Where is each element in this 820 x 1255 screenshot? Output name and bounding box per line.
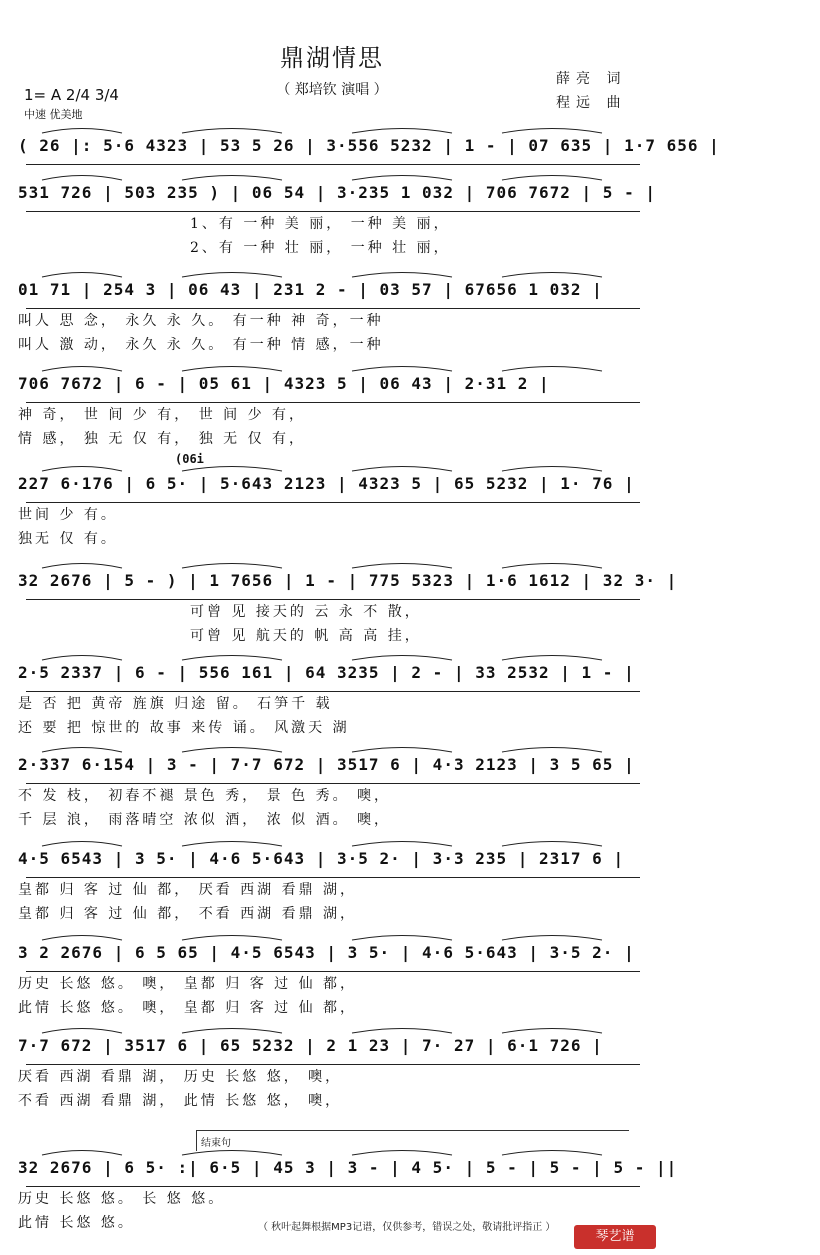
notation-row: 2·5 2337 | 6 - | 556 161 | 64 3235 | 2 - | 33 2532 | 1 - | <box>18 663 648 687</box>
performer-subtitle: （ 郑培钦 演唱 ） <box>276 82 388 98</box>
lyric-line: 世间 少 有。 <box>18 507 118 523</box>
slur-marks <box>22 1024 642 1034</box>
beam-underline <box>26 691 640 692</box>
notation-row: 7·7 672 | 3517 6 | 65 5232 | 2 1 23 | 7· 27 | 6·1 726 | <box>18 1036 648 1060</box>
slur-marks <box>22 931 642 941</box>
lyric-line: 厌看 西湖 看鼎 湖， 历史 长悠 悠， 噢， <box>18 1069 343 1085</box>
pickup-fragment: (06i <box>175 452 204 466</box>
ending-label: 结束句 <box>201 1138 231 1149</box>
ending-bracket <box>196 1130 629 1151</box>
notation-row: 706 7672 | 6 - | 05 61 | 4323 5 | 06 43 | 2·31 2 | <box>18 374 648 398</box>
notation-row: 531 726 | 503 235 ) | 06 54 | 3·235 1 032 | 706 7672 | 5 - | <box>18 183 648 207</box>
notation-row: 4·5 6543 | 3 5· | 4·6 5·643 | 3·5 2· | 3·3 235 | 2317 6 | <box>18 849 648 873</box>
notation-row: 01 71 | 254 3 | 06 43 | 231 2 - | 03 57 | 67656 1 032 | <box>18 280 648 304</box>
site-watermark: 琴艺谱 <box>574 1225 656 1249</box>
key-signature: 1= A 2/4 3/4 <box>24 86 119 104</box>
tempo-marking: 中速 优美地 <box>24 108 83 121</box>
lyric-line: 叫人 激 动， 永久 永 久。 有一种 情 感，一种 <box>18 337 384 353</box>
lyric-line: 皇都 归 客 过 仙 都， 厌看 西湖 看鼎 湖， <box>18 882 358 898</box>
lyric-line: 是 否 把 黄帝 旌旗 归途 留。 石笋千 载 <box>18 696 333 712</box>
composer-credit: 程远 曲 <box>556 95 627 111</box>
lyric-line: 情 感， 独 无 仅 有， 独 无 仅 有， <box>18 431 307 447</box>
song-title: 鼎湖情思 <box>280 44 384 72</box>
lyric-line: 此情 长悠 悠。 噢， 皇都 归 客 过 仙 都， <box>18 1000 358 1016</box>
beam-underline <box>26 1186 640 1187</box>
beam-underline <box>26 308 640 309</box>
beam-underline <box>26 599 640 600</box>
slur-marks <box>22 837 642 847</box>
lyric-line: 不 发 枝， 初春不褪 景色 秀， 景 色 秀。 噢， <box>18 788 392 804</box>
slur-marks <box>22 651 642 661</box>
slur-marks <box>22 171 642 181</box>
lyric-line: 2、有 一种 壮 丽， 一种 壮 丽， <box>190 240 451 256</box>
notation-row: 32 2676 | 5 - ) | 1 7656 | 1 - | 775 5323 | 1·6 1612 | 32 3· | <box>18 571 648 595</box>
lyric-line: 神 奇， 世 间 少 有， 世 间 少 有， <box>18 407 307 423</box>
beam-underline <box>26 783 640 784</box>
notation-row: ( 26 |: 5·6 4323 | 53 5 26 | 3·556 5232 | 1 - | 07 635 | 1·7 656 | <box>18 136 648 160</box>
lyric-line: 还 要 把 惊世的 故事 来传 诵。 风激天 湖 <box>18 720 350 736</box>
lyric-line: 皇都 归 客 过 仙 都， 不看 西湖 看鼎 湖， <box>18 906 358 922</box>
beam-underline <box>26 211 640 212</box>
lyric-line: 历史 长悠 悠。 噢， 皇都 归 客 过 仙 都， <box>18 976 358 992</box>
beam-underline <box>26 877 640 878</box>
beam-underline <box>26 502 640 503</box>
slur-marks <box>22 559 642 569</box>
lyric-line: 历史 长悠 悠。 长 悠 悠。 <box>18 1191 226 1207</box>
transcription-note: （ 秋叶起舞根据MP3记谱，仅供参考，错误之处，敬请批评指正 ） <box>258 1222 556 1233</box>
lyric-line: 叫人 思 念， 永久 永 久。 有一种 神 奇，一种 <box>18 313 384 329</box>
lyric-line: 千 层 浪， 雨落晴空 浓似 酒， 浓 似 酒。 噢， <box>18 812 392 828</box>
lyric-line: 可曾 见 接天的 云 永 不 散， <box>190 604 422 620</box>
slur-marks <box>22 268 642 278</box>
lyric-line: 不看 西湖 看鼎 湖， 此情 长悠 悠， 噢， <box>18 1093 343 1109</box>
slur-marks <box>22 362 642 372</box>
beam-underline <box>26 164 640 165</box>
slur-marks <box>22 462 642 472</box>
beam-underline <box>26 1064 640 1065</box>
lyric-line: 此情 长悠 悠。 <box>18 1215 135 1231</box>
slur-marks <box>22 743 642 753</box>
notation-row: 32 2676 | 6 5· :| 6·5 | 45 3 | 3 - | 4 5· | 5 - | 5 - | 5 - || <box>18 1158 648 1182</box>
beam-underline <box>26 971 640 972</box>
lyricist-credit: 薛亮 词 <box>556 71 627 87</box>
slur-marks <box>22 124 642 134</box>
notation-row: 2·337 6·154 | 3 - | 7·7 672 | 3517 6 | 4·3 2123 | 3 5 65 | <box>18 755 648 779</box>
lyric-line: 1、有 一种 美 丽， 一种 美 丽， <box>190 216 451 232</box>
notation-row: 3 2 2676 | 6 5 65 | 4·5 6543 | 3 5· | 4·6 5·643 | 3·5 2· | <box>18 943 648 967</box>
beam-underline <box>26 402 640 403</box>
lyric-line: 独无 仅 有。 <box>18 531 118 547</box>
lyric-line: 可曾 见 航天的 帆 高 高 挂， <box>190 628 422 644</box>
notation-row: 227 6·176 | 6 5· | 5·643 2123 | 4323 5 | 65 5232 | 1· 76 | <box>18 474 648 498</box>
